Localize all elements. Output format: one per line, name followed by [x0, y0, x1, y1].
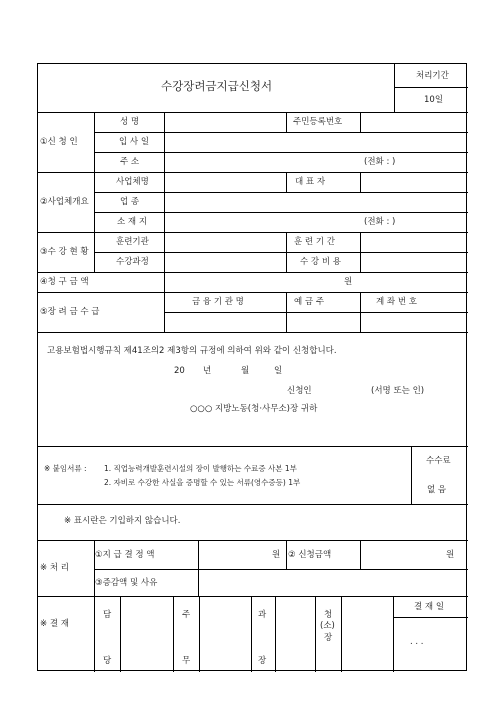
gridline: [38, 272, 468, 273]
addressee: ○○○ 지방노동(청·사무소)장 귀하: [190, 404, 318, 414]
requested-amount-label: ② 신청금액: [288, 550, 332, 560]
workplace-section-label: ②사업체개요: [40, 197, 89, 207]
gridline: [286, 540, 287, 569]
industry-label: 업 종: [120, 197, 140, 207]
company-name-label: 사업체명: [116, 177, 149, 187]
course-section-label: ③수 강 현 황: [40, 247, 89, 257]
approval-date-label: 결 재 일: [414, 602, 445, 612]
applicant-sign-label: 신청인: [287, 386, 312, 396]
gridline: [38, 332, 468, 333]
gridline: [341, 596, 342, 672]
gridline: [94, 212, 468, 213]
approval-officer-2: 무: [182, 656, 191, 666]
note-text: ※ 표시란은 기입하지 않습니다.: [64, 516, 181, 526]
gridline: [251, 596, 252, 672]
gridline: [38, 232, 468, 233]
gridline: [286, 232, 287, 272]
gridline: [120, 596, 121, 672]
gridline: [393, 596, 394, 672]
gridline: [315, 596, 316, 672]
address-label: 주 소: [120, 157, 140, 167]
applicant-phone-label: (전화 : ): [364, 157, 396, 167]
approval-date-value: . . .: [410, 637, 424, 647]
resident-no-label: 주민등록번호: [293, 117, 343, 127]
approval-head-2: (소): [320, 621, 335, 631]
gridline: [286, 112, 287, 132]
hire-date-label: 입 사 일: [119, 137, 150, 147]
gridline: [38, 446, 468, 447]
signature-label: (서명 또는 인): [371, 386, 425, 396]
date-year-prefix: 20: [174, 366, 185, 376]
date-month-label: 월: [241, 366, 250, 376]
gridline: [394, 64, 395, 112]
approval-section-label: ※ 결 재: [40, 619, 69, 629]
approval-staff-2: 당: [103, 656, 112, 666]
claim-amount-unit: 원: [344, 277, 353, 287]
gridline: [94, 132, 468, 133]
gridline: [360, 292, 361, 332]
gridline: [164, 112, 165, 332]
applicant-section-label: ①신 청 인: [40, 137, 78, 147]
claim-amount-label: ④청 구 금 액: [40, 277, 89, 287]
gridline: [173, 596, 174, 672]
gridline: [198, 569, 199, 596]
date-day-label: 일: [274, 366, 283, 376]
gridline: [94, 152, 468, 153]
gridline: [94, 596, 95, 672]
gridline: [360, 232, 361, 272]
fee-label: 수수료: [426, 456, 451, 466]
workplace-phone-label: (전화 : ): [364, 217, 396, 227]
decided-amount-unit: 원: [272, 550, 281, 560]
course-fee-label: 수 강 비 용: [300, 257, 341, 267]
gridline: [394, 87, 468, 88]
approval-staff-1: 담: [103, 610, 112, 620]
gridline: [94, 569, 468, 570]
training-period-label: 훈 련 기 간: [294, 237, 335, 247]
gridline: [38, 292, 468, 293]
bank-name-label: 금 융 기 관 명: [192, 297, 244, 307]
gridline: [360, 112, 361, 132]
gridline: [286, 172, 287, 192]
attachment-item-2: 2. 자비로 수강한 사실을 증명할 수 있는 서류(영수증등) 1부: [104, 478, 301, 487]
approval-officer-1: 주: [182, 610, 191, 620]
gridline: [38, 540, 468, 541]
processing-period-value: 10일: [424, 95, 444, 105]
name-label: 성 명: [120, 117, 140, 127]
depositor-label: 예 금 주: [294, 297, 325, 307]
gridline: [94, 192, 468, 193]
application-form: [37, 63, 467, 671]
gridline: [393, 617, 468, 618]
gridline: [286, 292, 287, 332]
attachments-label: ※ 붙임서류 :: [44, 464, 87, 473]
gridline: [275, 596, 276, 672]
gridline: [411, 446, 412, 504]
gridline: [198, 540, 199, 569]
gridline: [360, 172, 361, 192]
processing-period-label: 처리기간: [416, 71, 449, 81]
gridline: [38, 172, 468, 173]
processing-section-label: ※ 처 리: [40, 563, 69, 573]
date-year-label: 년: [203, 366, 212, 376]
fee-value: 없 음: [427, 485, 447, 495]
gridline: [38, 596, 468, 597]
change-reason-label: ③증감액 및 사유: [95, 578, 158, 588]
institution-label: 훈련기관: [116, 237, 149, 247]
gridline: [38, 504, 468, 505]
approval-manager-1: 과: [258, 610, 267, 620]
account-no-label: 계 좌 번 호: [376, 297, 417, 307]
approval-manager-2: 장: [258, 656, 267, 666]
approval-head-1: 청: [324, 610, 333, 620]
gridline: [38, 112, 468, 113]
gridline: [94, 112, 95, 272]
course-label: 수강과정: [116, 257, 149, 267]
gridline: [199, 596, 200, 672]
declaration-text: 고용보험법시행규칙 제41조의2 제3항의 규정에 의하여 위와 같이 신청합니다.: [47, 346, 337, 356]
location-label: 소 재 지: [117, 217, 148, 227]
approval-head-3: 장: [324, 633, 333, 643]
gridline: [164, 312, 468, 313]
requested-amount-unit: 원: [446, 550, 455, 560]
form-title: 수강장려금지급신청서: [161, 79, 273, 93]
gridline: [360, 540, 361, 569]
attachment-item-1: 1. 직업능력개발훈련시설의 장이 발행하는 수료증 사본 1부: [104, 464, 297, 473]
bank-section-label: ⑤장 려 금 수 급: [40, 307, 100, 317]
gridline: [94, 252, 468, 253]
decided-amount-label: ①지 급 결 정 액: [95, 550, 155, 560]
representative-label: 대 표 자: [295, 177, 326, 187]
